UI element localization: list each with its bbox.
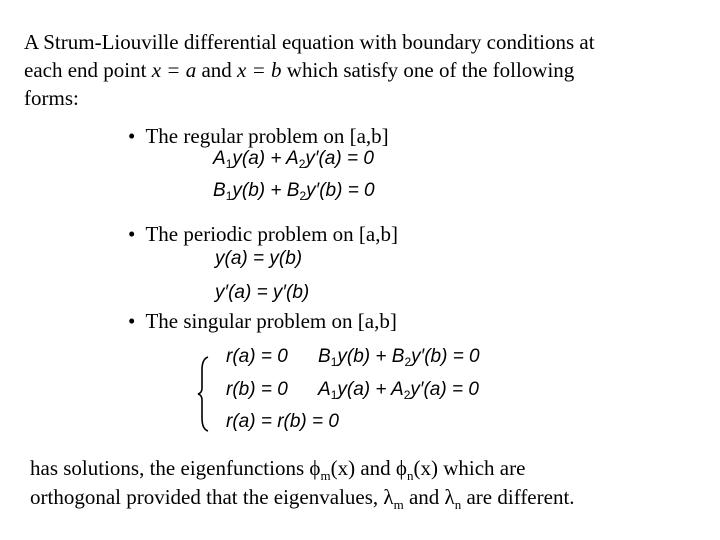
singular-eq-1-left: r(a) = 0 [226, 346, 288, 367]
bullet-label: The periodic problem on [a,b] [145, 222, 398, 246]
bullet-marker: • [128, 222, 136, 246]
intro-line-3: forms: [24, 86, 79, 110]
singular-eq-1-right: $B_1y(b) + B_2y'(b) = 0$ [318, 346, 480, 369]
bullet-label: The singular problem on [a,b] [145, 309, 397, 333]
singular-eq-3: r(a) = r(b) = 0 [226, 411, 339, 432]
bullet-marker: • [128, 309, 136, 333]
regular-eq-1: $A_1y(a) + A_2y'(a) = 0$ [213, 148, 374, 171]
intro-line-2 [24, 58, 574, 82]
bullet-marker: • [128, 124, 136, 148]
text: and [196, 58, 238, 82]
text: which satisfy one of the following [281, 58, 575, 82]
periodic-eq-2: y′(a) = y′(b) [215, 282, 310, 303]
bullet-label: The regular problem on [a,b] [145, 124, 389, 148]
bullet-singular [128, 309, 397, 333]
x-equals-a: x = a [151, 58, 197, 82]
intro-line-1: A Strum-Liouville differential equation with boundary conditions at [24, 30, 595, 54]
bullet-periodic [128, 222, 398, 246]
conclusion-line-2: orthogonal provided that the eigenvalues, $\lambda_m$ and $\lambda_n$ are different. [30, 485, 575, 512]
periodic-eq-1: y(a) = y(b) [215, 248, 303, 269]
singular-eq-2-right: $A_1y(a) + A_2y'(a) = 0$ [318, 379, 479, 402]
conclusion-line-1: has solutions, the eigenfunctions $\phi_m(x)$ and $\phi_n(x)$ which are [30, 456, 526, 483]
bullet-regular [128, 124, 389, 148]
regular-eq-2: $B_1y(b) + B_2y'(b) = 0$ [213, 180, 375, 203]
left-brace [196, 356, 210, 432]
text: each end point [24, 58, 152, 82]
singular-eq-2-left: r(b) = 0 [226, 379, 288, 400]
x-equals-b: x = b [237, 58, 282, 82]
